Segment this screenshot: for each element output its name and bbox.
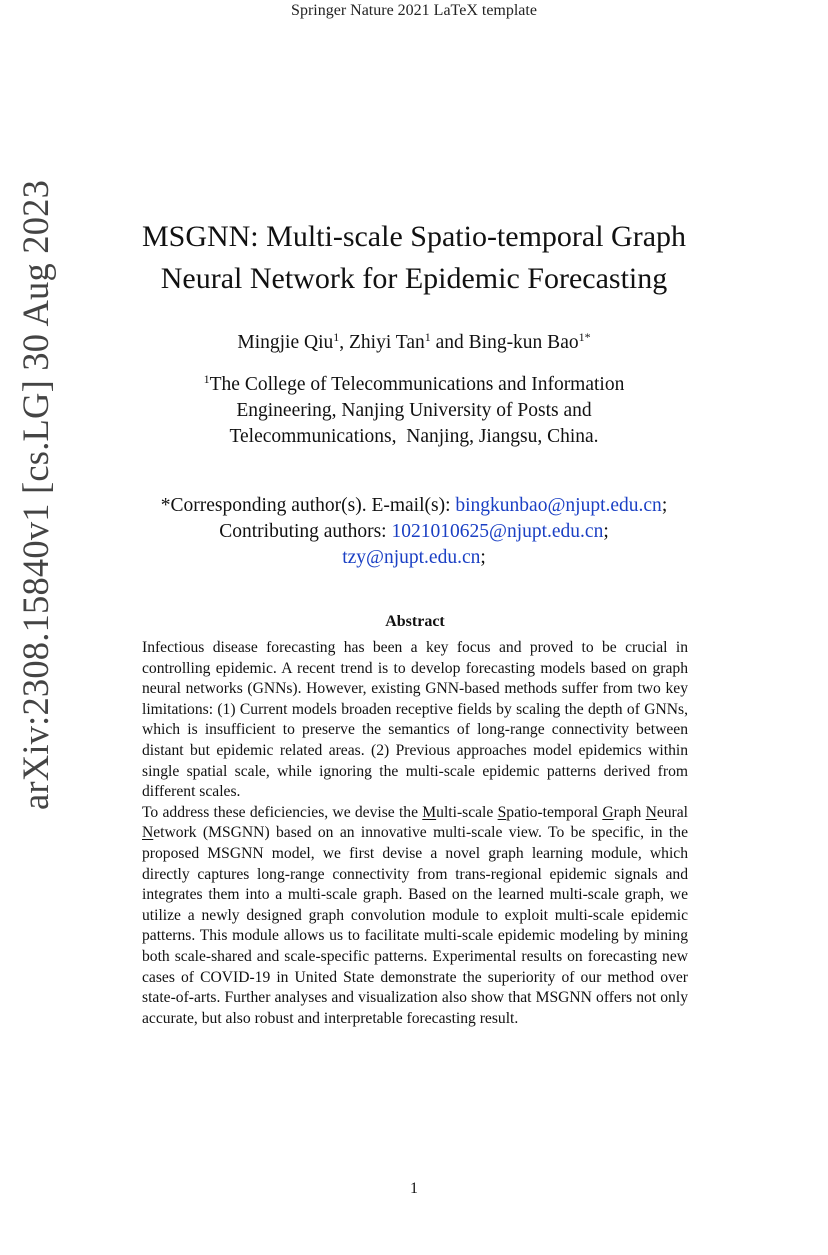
corresponding-label: *Corresponding author(s). E-mail(s): [160,495,456,516]
title-line-2: Neural Network for Epidemic Forecasting [160,262,668,295]
semicolon: ; [603,521,609,542]
affiliation-marker: 1 [203,372,210,386]
author-1-affil: 1 [333,330,340,344]
acronym-letter: S [497,803,507,821]
affiliation-line-1: The College of Telecommunications and Information [209,374,625,395]
author-2: Zhiyi Tan [349,332,425,353]
abstract-heading: Abstract [385,613,445,630]
text-run: etwork (MSGNN) based on an innovative multi-scale view. To be specific, in the proposed MSGNN model, we first devise a novel graph learning module, which directly captures long-range connectivity from trans-regional epidemic signals and integrates them into a multi-scale graph. Based on the learned multi-scale graph, we utilize a newly designed graph convolution module to exploit multi-scale epidemic patterns. This module allows us to facilitate multi-scale epidemic modeling by mining both scale-shared and scale-specific patterns. Experimental results on forecasting new cases of COVID-19 in United State demonstrate the superiority of our method over state-of-arts. Further analyses and visualization also show that MSGNN offers not only accurate, but also robust and interpretable forecasting result. [142,824,688,1027]
contributing-email-link-2[interactable]: tzy@njupt.edu.cn [342,547,481,568]
text-run: patio-temporal [506,803,603,821]
author-2-affil: 1 [424,330,431,344]
acronym-letter: G [602,803,614,821]
semicolon: ; [480,547,486,568]
corresponding-email-link[interactable]: bingkunbao@njupt.edu.cn [455,495,662,516]
text-run: ulti-scale [436,803,498,821]
text-run: eural [656,803,688,821]
acronym-letter: N [645,803,657,821]
author-3: Bing-kun Bao [468,332,579,353]
page-number: 1 [410,1180,418,1197]
acronym-letter: M [422,803,437,821]
arxiv-identifier[interactable]: arXiv:2308.15840v1 [cs.LG] 30 Aug 2023 [15,179,56,810]
contact-block [40,493,788,571]
contributing-email-link-1[interactable]: 1021010625@njupt.edu.cn [391,521,604,542]
author-1: Mingjie Qiu [237,332,334,353]
affiliation-line-3: Telecommunications, Nanjing, Jiangsu, China. [229,426,599,447]
affiliation-line-2: Engineering, Nanjing University of Posts and [236,400,592,421]
affiliation [80,372,748,450]
contributing-label: Contributing authors: [219,521,392,542]
abstract-paragraph-1: Infectious disease forecasting has been a key focus and proved to be crucial in controlling epidemic. A recent trend is to develop forecasting models based on graph neural networks (GNNs). However, existing GNN-based methods suffer from two key limitations: (1) Current models broaden receptive fields by scaling the depth of GNNs, which is insufficient to preserve the semantics of long-range connectivity between distant but epidemic related areas. (2) Previous approaches model epidemics within single spatial scale, while ignoring the multi-scale epidemic patterns derived from different scales. [142,639,688,801]
acronym-letter: N [142,824,154,842]
text-run: To address these deficiencies, we devise the [142,803,423,821]
author-3-affil: 1* [578,330,591,344]
author-separator: , [339,332,349,353]
abstract-paragraph-2 [142,803,688,1030]
running-header: Springer Nature 2021 LaTeX template [291,2,537,19]
text-run: raph [613,803,646,821]
paper-title [80,216,748,300]
author-list [80,332,748,354]
title-line-1: MSGNN: Multi-scale Spatio-temporal Graph [141,220,687,253]
abstract-body [142,638,688,1029]
author-separator: and [430,332,469,353]
semicolon: ; [661,495,668,516]
